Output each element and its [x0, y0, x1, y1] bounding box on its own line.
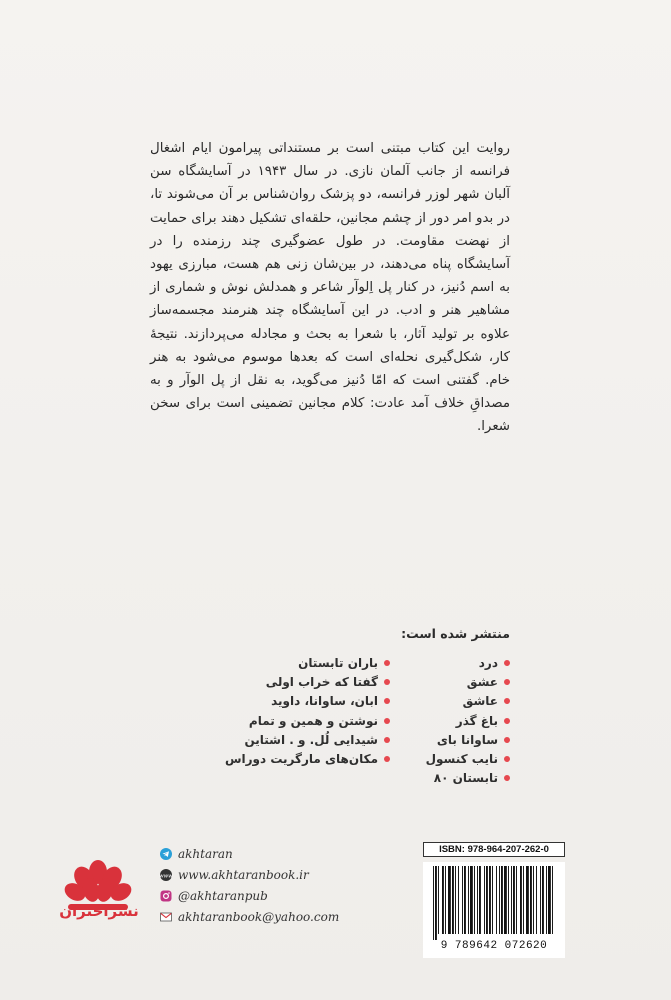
- barcode: [423, 862, 565, 958]
- barcode-bar: [540, 866, 541, 934]
- synopsis-text: روایت این کتاب مبتنی است بر مستنداتی پیرامون ایام اشغال فرانسه از جانب آلمان نازی. در سال ۱۹۴۳ در آسایشگاه سن آلبان شهر لوزر فرانسه، دو پزشک روان‌شناس بر آن می‌شوند تا، در بدو امر دور از چشم مجانین، حلقه‌ای تشکیل دهند برای حمایت از نهضت مقاومت. در طول عضوگیری چند رزمنده را در آسایشگاه پناه می‌دهند، در بین‌شان زنی هم هست، مبارزی یهود به اسم دُنیز، در کنار پل اِلوآر شاعر و همدلش نوش و شماری از مشاهیر هنر و ادب. در این آسایشگاه چند هنرمند مجسمه‌ساز علاوه بر تولید آثار، با شعرا به بحث و مجادله می‌پردازند. نتیجهٔ کار، شکل‌گیری نحله‌ای است که بعدها موسوم می‌شود به هنر خام. گفتنی است که امّا دُنیز می‌گوید، به نقل از پل الوآر و به مصداقِ خلاف آمد عادت: کلام مجانین تضمینی است برای سخن شعرا.: [150, 141, 510, 435]
- barcode-number: 9 789642 072620: [440, 940, 548, 952]
- barcode-bar: [542, 866, 544, 934]
- list-item: عشق: [395, 672, 510, 691]
- bullet-icon: [504, 718, 510, 724]
- list-item: باران تابستان: [215, 653, 390, 672]
- email-icon: [160, 911, 172, 923]
- bullet-icon: [384, 756, 390, 762]
- bullet-icon: [504, 756, 510, 762]
- barcode-bar: [504, 866, 507, 934]
- telegram-contact[interactable]: akhtaran: [160, 843, 360, 864]
- bullet-icon: [384, 737, 390, 743]
- instagram-icon: [160, 890, 172, 902]
- bullet-icon: [504, 698, 510, 704]
- bullet-icon: [384, 698, 390, 704]
- list-item: نوشتن و همین و تمام: [215, 711, 390, 730]
- barcode-bar: [470, 866, 473, 934]
- barcode-bar: [486, 866, 488, 934]
- barcode-bar: [455, 866, 456, 934]
- barcode-bar: [508, 866, 509, 934]
- list-item: ابان، ساوانا، داوید: [215, 692, 390, 711]
- publisher-logo: [62, 846, 134, 934]
- barcode-bar: [548, 866, 551, 934]
- barcode-bar: [501, 866, 503, 934]
- svg-text:www: www: [159, 872, 173, 879]
- barcode-bar: [474, 866, 475, 934]
- published-list-left: [215, 653, 390, 769]
- barcode-bar: [516, 866, 517, 934]
- barcode-bar: [489, 866, 491, 934]
- list-item: تابستان ۸۰: [395, 769, 510, 788]
- barcode-bar: [513, 866, 515, 934]
- contact-list: [160, 843, 360, 927]
- list-item: گفتا که خراب اولی: [215, 672, 390, 691]
- bullet-icon: [384, 718, 390, 724]
- barcode-bar: [496, 866, 497, 934]
- barcode-bar: [452, 866, 454, 934]
- barcode-bar: [523, 866, 524, 934]
- list-item: شیدایی لُل. و . اشتاین: [215, 730, 390, 749]
- barcode-bar: [479, 866, 481, 934]
- barcode-bar: [530, 866, 532, 934]
- barcode-bar: [552, 866, 553, 934]
- barcode-bar: [468, 866, 469, 934]
- barcode-bar: [464, 866, 466, 934]
- published-list-right: [395, 653, 510, 788]
- list-item: مکان‌های مارگریت دوراس: [215, 749, 390, 768]
- barcode-bar: [442, 866, 444, 934]
- bullet-icon: [384, 679, 390, 685]
- barcode-bar: [462, 866, 463, 934]
- barcode-bar: [526, 866, 529, 934]
- website-contact[interactable]: www www.akhtaranbook.ir: [159, 867, 309, 882]
- barcode-bar: [533, 866, 534, 934]
- barcode-bar: [433, 866, 434, 940]
- list-item: باغ گذر: [395, 711, 510, 730]
- synopsis: [150, 137, 510, 439]
- barcode-bar: [438, 866, 439, 934]
- barcode-bars: [429, 866, 559, 940]
- barcode-bar: [477, 866, 478, 934]
- barcode-bar: [520, 866, 522, 934]
- list-item: ساوانا بای: [395, 730, 510, 749]
- barcode-bar: [484, 866, 485, 934]
- instagram-contact[interactable]: @akhtaranpub: [160, 885, 360, 906]
- published-heading: منتشر شده است:: [401, 626, 510, 641]
- list-item: نایب کنسول: [395, 749, 510, 768]
- barcode-bar: [511, 866, 512, 934]
- barcode-bar: [458, 866, 459, 934]
- bullet-icon: [384, 660, 390, 666]
- publisher-name: نشراختران: [59, 902, 139, 920]
- email-contact[interactable]: akhtaranbook@yahoo.com: [160, 906, 360, 927]
- bullet-icon: [504, 737, 510, 743]
- barcode-bar: [546, 866, 547, 934]
- bullet-icon: [504, 775, 510, 781]
- barcode-bar: [435, 866, 437, 940]
- barcode-bar: [492, 866, 493, 934]
- barcode-bar: [499, 866, 500, 934]
- bullet-icon: [504, 660, 510, 666]
- list-item: درد: [395, 653, 510, 672]
- isbn-block: [423, 842, 565, 958]
- telegram-icon: [160, 848, 172, 860]
- web-icon: [160, 869, 172, 881]
- bullet-icon: [504, 679, 510, 685]
- barcode-bar: [448, 866, 451, 934]
- isbn-label: ISBN: 978-964-207-262-0: [423, 842, 565, 857]
- list-item: عاشق: [395, 692, 510, 711]
- barcode-bar: [445, 866, 446, 934]
- barcode-bar: [536, 866, 537, 934]
